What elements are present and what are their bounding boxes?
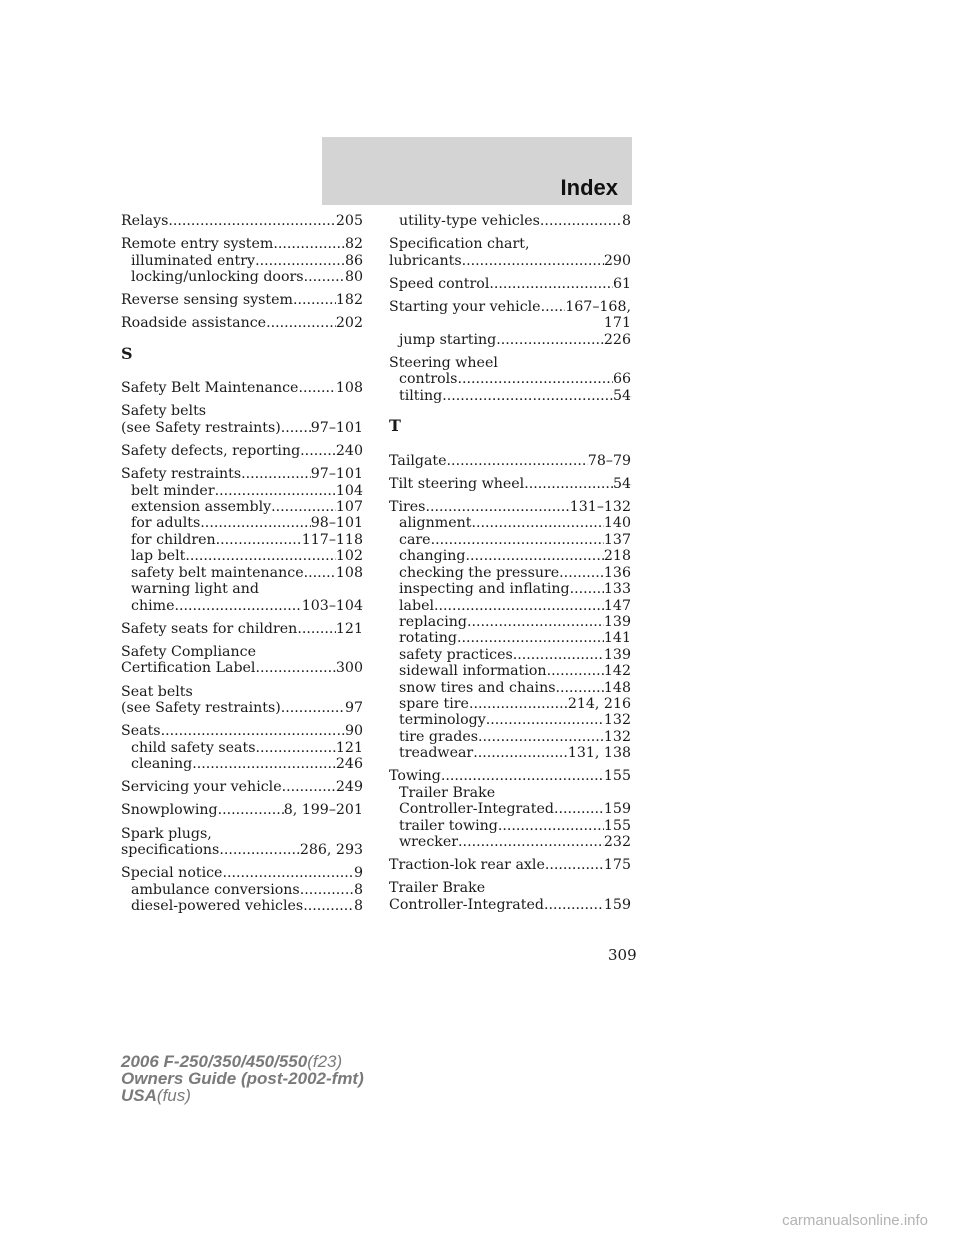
footer-market-code: (fus): [156, 1086, 191, 1105]
index-term: locking/unlocking doors: [131, 269, 304, 286]
index-entry-line: [121, 466, 363, 482]
index-term: chime: [131, 597, 175, 614]
page-reference: 214, 216: [567, 695, 631, 712]
index-entry: [389, 768, 631, 850]
footer-code: (f23): [307, 1052, 343, 1071]
index-term: lubricants: [389, 252, 462, 269]
page-reference: 140: [603, 515, 631, 532]
index-entry-line: Spark plugs,: [121, 825, 212, 842]
index-entry-line: Trailer Brake: [389, 880, 486, 897]
dot-leader: [489, 276, 613, 292]
page-reference: 131, 138: [567, 745, 631, 762]
index-entry-line: [389, 857, 631, 873]
page-reference: 104: [335, 482, 363, 499]
index-term: Roadside assistance: [121, 315, 267, 332]
page-reference: 108: [335, 380, 363, 397]
index-term: sidewall information: [399, 663, 547, 680]
page-reference: 155: [603, 768, 631, 785]
header-band: [322, 137, 632, 205]
index-term: jump starting: [399, 331, 497, 348]
page-reference: 82: [344, 236, 363, 253]
index-subentry: [389, 548, 631, 564]
page-reference: 202: [335, 315, 363, 332]
index-term: Safety defects, reporting: [121, 443, 301, 460]
footer-line-3: [121, 1087, 364, 1104]
page-reference: 9: [353, 865, 363, 882]
index-entry-line: [121, 621, 363, 637]
index-term: specifications: [121, 841, 220, 858]
index-entry: [121, 865, 363, 914]
index-letter-heading: T: [389, 416, 401, 436]
page-reference: 147: [603, 597, 631, 614]
page-reference: 78–79: [587, 452, 631, 469]
dot-leader: [255, 740, 335, 756]
footer-line-1: [121, 1053, 364, 1070]
page-reference: 80: [344, 269, 363, 286]
index-term: wrecker: [399, 833, 459, 850]
index-term: Tires: [389, 499, 426, 516]
index-term: Traction-lok rear axle: [389, 857, 545, 874]
dot-leader: [192, 756, 336, 772]
index-entry: [121, 292, 363, 308]
index-term: Controller-Integrated: [389, 896, 544, 913]
index-term: for adults: [131, 515, 201, 532]
index-term: terminology: [399, 712, 486, 729]
index-letter-heading: S: [121, 343, 133, 363]
dot-leader: [304, 565, 336, 581]
dot-leader: [442, 388, 613, 404]
page-reference: 61: [612, 275, 631, 292]
index-entry: [389, 453, 631, 469]
index-term: Tailgate: [389, 452, 447, 469]
index-subentry: [121, 598, 363, 614]
dot-leader: [544, 897, 604, 913]
index-entry-line: [121, 236, 363, 252]
index-entry-line: 171: [603, 315, 631, 332]
index-entry-line: [389, 276, 631, 292]
index-term: diesel-powered vehicles: [131, 897, 304, 914]
page-reference: 98–101: [310, 515, 363, 532]
index-entry-line: [121, 292, 363, 308]
page-reference: 148: [603, 679, 631, 696]
index-term: Remote entry system: [121, 236, 274, 253]
page-reference: 103–104: [301, 597, 363, 614]
index-term: Towing: [389, 768, 441, 785]
dot-leader: [559, 565, 604, 581]
page-reference: 132: [603, 712, 631, 729]
index-subentry: [389, 388, 631, 404]
index-term: Reverse sensing system: [121, 292, 293, 309]
index-term: tilting: [399, 387, 443, 404]
index-entry-line: [121, 842, 363, 858]
index-entry-line: [121, 380, 363, 396]
index-term: label: [399, 597, 435, 614]
index-entry: [121, 403, 363, 436]
page-reference: 226: [603, 331, 631, 348]
dot-leader: [266, 315, 336, 331]
index-entry: [121, 236, 363, 285]
page-reference: 121: [335, 739, 363, 756]
index-term: belt minder: [131, 482, 215, 499]
page-reference: 54: [612, 475, 631, 492]
index-entry-line: [121, 420, 363, 436]
index-subentry: [389, 581, 631, 597]
index-entry-line: [121, 213, 363, 229]
index-entry: [389, 476, 631, 492]
index-column-left: [121, 213, 363, 921]
index-term: Safety seats for children: [121, 620, 298, 637]
dot-leader: [457, 630, 604, 646]
index-entry: [389, 276, 631, 292]
index-entry-line: [121, 660, 363, 676]
page-reference: 141: [603, 630, 631, 647]
dot-leader: [161, 723, 345, 739]
page-reference: 108: [335, 564, 363, 581]
index-subentry: [389, 332, 631, 348]
index-entry-line: [121, 779, 363, 795]
index-term: safety practices: [399, 646, 513, 663]
index-entry-line: Safety belts: [121, 403, 207, 420]
dot-leader: [282, 779, 336, 795]
index-term: controls: [399, 371, 458, 388]
index-entry: [389, 880, 631, 913]
dot-leader: [524, 476, 613, 492]
page-reference: 205: [335, 213, 363, 229]
dot-leader: [215, 483, 336, 499]
page-reference: 136: [603, 564, 631, 581]
dot-leader: [241, 466, 311, 482]
index-term: Speed control: [389, 275, 490, 292]
index-subentry: [121, 269, 363, 285]
index-term: child safety seats: [131, 739, 256, 756]
page-reference: 240: [335, 443, 363, 460]
index-entry-line: Steering wheel: [389, 355, 498, 372]
page-reference: 97–101: [310, 466, 363, 483]
dot-leader: [255, 253, 345, 269]
index-entry-line: [121, 865, 363, 881]
index-term: trailer towing: [399, 817, 498, 834]
dot-leader: [219, 842, 300, 858]
dot-leader: [458, 834, 604, 850]
dot-leader: [297, 621, 336, 637]
index-subentry: [389, 712, 631, 728]
index-subentry: [389, 532, 631, 548]
page-reference: 159: [603, 801, 631, 818]
page-reference: 8: [621, 213, 631, 229]
page-reference: 182: [335, 292, 363, 309]
index-term: tire grades: [399, 728, 479, 745]
index-subentry: [389, 565, 631, 581]
index-entry: [389, 213, 631, 229]
page-reference: 97: [344, 699, 363, 716]
index-term: spare tire: [399, 695, 469, 712]
index-subentry: [389, 515, 631, 531]
index-entry-line: Seat belts: [121, 683, 193, 700]
dot-leader: [496, 332, 604, 348]
dot-leader: [200, 515, 310, 531]
index-subentry: [389, 630, 631, 646]
page-reference: 54: [612, 387, 631, 404]
dot-leader: [547, 663, 604, 679]
index-term: lap belt: [131, 548, 186, 565]
dot-leader: [216, 532, 302, 548]
index-entry-line: [121, 802, 363, 818]
page-reference: 137: [603, 531, 631, 548]
dot-leader: [431, 532, 604, 548]
index-term: Seats: [121, 723, 161, 740]
index-entry-line: [389, 768, 631, 784]
page-reference: 117–118: [301, 531, 363, 548]
index-entry-line: [121, 700, 363, 716]
index-subentry: [121, 499, 363, 515]
index-term: changing: [399, 548, 466, 565]
index-entry: [121, 315, 363, 331]
index-term: inspecting and inflating: [399, 581, 570, 598]
page-reference: 290: [603, 252, 631, 269]
index-subentry: [389, 818, 631, 834]
index-entry-line: [389, 499, 631, 515]
dot-leader: [304, 269, 345, 285]
index-entry-line: Safety Compliance: [121, 643, 256, 660]
index-entry: [389, 355, 631, 404]
index-subentry: [121, 483, 363, 499]
index-subentry: [121, 565, 363, 581]
index-subentry: [389, 371, 631, 387]
index-entry: [389, 236, 631, 269]
index-term: Safety restraints: [121, 466, 242, 483]
index-entry-line: [389, 253, 631, 269]
page-reference: 121: [335, 620, 363, 637]
index-entry: [121, 684, 363, 717]
page-reference: 155: [603, 817, 631, 834]
index-entry: [121, 723, 363, 772]
dot-leader: [469, 696, 568, 712]
footer-market: USA: [121, 1086, 157, 1105]
dot-leader: [467, 614, 604, 630]
index-term: Relays: [121, 213, 169, 229]
index-term: (see Safety restraints): [121, 699, 281, 716]
index-entry-line: [389, 476, 631, 492]
index-entry: [121, 621, 363, 637]
index-subentry: [389, 598, 631, 614]
index-term: alignment: [399, 515, 472, 532]
index-subentry: Trailer Brake: [399, 784, 496, 801]
index-entry-line: [389, 453, 631, 469]
dot-leader: [545, 857, 604, 873]
index-entry-line: [389, 897, 631, 913]
dot-leader: [554, 801, 604, 817]
dot-leader: [471, 515, 603, 531]
index-subentry: [121, 740, 363, 756]
index-entry-line: [389, 299, 631, 315]
dot-leader: [556, 680, 604, 696]
page-reference: 102: [335, 548, 363, 565]
index-subentry: [121, 756, 363, 772]
index-entry: [121, 466, 363, 614]
index-term: Tilt steering wheel: [389, 475, 525, 492]
index-term: for children: [131, 531, 216, 548]
index-entry: [389, 499, 631, 762]
page-reference: 132: [603, 728, 631, 745]
index-subentry: [121, 532, 363, 548]
index-subentry: [121, 898, 363, 914]
dot-leader: [447, 453, 588, 469]
index-entry: [121, 213, 363, 229]
index-subentry: [389, 696, 631, 712]
index-subentry: [121, 882, 363, 898]
page-reference: 97–101: [310, 419, 363, 436]
dot-leader: [462, 253, 604, 269]
index-term: replacing: [399, 613, 467, 630]
dot-leader: [168, 213, 336, 229]
index-term: checking the pressure: [399, 564, 560, 581]
dot-leader: [540, 213, 622, 229]
dot-leader: [478, 729, 604, 745]
page-reference: 139: [603, 646, 631, 663]
index-term: Starting your vehicle: [389, 299, 541, 316]
dot-leader: [185, 548, 336, 564]
index-term: snow tires and chains: [399, 679, 556, 696]
index-subentry: [389, 614, 631, 630]
page-reference: 8, 199–201: [283, 802, 363, 819]
index-subentry: [389, 647, 631, 663]
index-entry: [121, 380, 363, 396]
page-number: 309: [608, 946, 637, 964]
index-entry-line: Specification chart,: [389, 236, 530, 253]
index-term: safety belt maintenance: [131, 564, 304, 581]
index-term: Controller-Integrated: [399, 801, 554, 818]
footer-model: 2006 F-250/350/450/550: [121, 1052, 308, 1071]
index-entry: [389, 299, 631, 348]
page-reference: 133: [603, 581, 631, 598]
dot-leader: [498, 818, 604, 834]
index-term: rotating: [399, 630, 457, 647]
index-column-right: [389, 213, 631, 920]
page-reference: 86: [344, 252, 363, 269]
index-term: illuminated entry: [131, 252, 256, 269]
index-subentry: [389, 213, 631, 229]
index-term: extension assembly: [131, 499, 272, 516]
page-reference: 218: [603, 548, 631, 565]
index-subentry: [389, 834, 631, 850]
dot-leader: [281, 700, 345, 716]
index-term: cleaning: [131, 755, 193, 772]
page-reference: 246: [335, 755, 363, 772]
dot-leader: [298, 380, 335, 396]
page-reference: 167–168,: [565, 299, 631, 316]
index-subentry: [389, 801, 631, 817]
index-subentry: [389, 729, 631, 745]
dot-leader: [271, 499, 336, 515]
dot-leader: [434, 598, 604, 614]
dot-leader: [457, 371, 612, 387]
dot-leader: [300, 443, 336, 459]
page-reference: 8: [353, 881, 363, 898]
section-title: Index: [560, 175, 618, 200]
index-entry: [121, 802, 363, 818]
index-subentry: [389, 680, 631, 696]
dot-leader: [473, 745, 568, 761]
page-reference: 142: [603, 663, 631, 680]
index-subentry: [389, 663, 631, 679]
document-footer: [121, 1053, 364, 1104]
page-reference: 66: [612, 371, 631, 388]
index-entry-line: [121, 723, 363, 739]
index-term: utility-type vehicles: [399, 213, 540, 229]
page-reference: 131–132: [569, 499, 631, 516]
page-reference: 286, 293: [299, 841, 363, 858]
index-term: care: [399, 531, 431, 548]
dot-leader: [300, 882, 354, 898]
dot-leader: [218, 802, 284, 818]
page-reference: 8: [353, 897, 363, 914]
index-entry: [121, 826, 363, 859]
footer-line-2: Owners Guide (post-2002-fmt): [121, 1069, 364, 1088]
dot-leader: [486, 712, 604, 728]
index-subentry: warning light and: [131, 581, 259, 598]
page-reference: 159: [603, 896, 631, 913]
page-reference: 249: [335, 779, 363, 796]
dot-leader: [255, 660, 335, 676]
dot-leader: [281, 420, 311, 436]
index-term: Safety Belt Maintenance: [121, 380, 299, 397]
index-entry-line: [121, 315, 363, 331]
page-reference: 139: [603, 613, 631, 630]
index-subentry: [121, 548, 363, 564]
dot-leader: [303, 898, 354, 914]
dot-leader: [513, 647, 604, 663]
page-reference: 175: [603, 857, 631, 874]
index-subentry: [389, 745, 631, 761]
dot-leader: [174, 598, 301, 614]
page-reference: 300: [335, 660, 363, 677]
index-term: (see Safety restraints): [121, 419, 281, 436]
dot-leader: [570, 581, 604, 597]
index-entry: [121, 644, 363, 677]
index-entry: [389, 857, 631, 873]
dot-leader: [273, 236, 345, 252]
index-entry: [121, 443, 363, 459]
dot-leader: [222, 865, 354, 881]
index-subentry: [121, 253, 363, 269]
index-subentry: [121, 515, 363, 531]
index-entry-line: [121, 443, 363, 459]
site-watermark[interactable]: carmanualsonline.info: [782, 1212, 928, 1229]
index-term: Special notice: [121, 865, 223, 882]
index-term: Servicing your vehicle: [121, 779, 282, 796]
dot-leader: [541, 299, 566, 315]
index-term: Snowplowing: [121, 802, 218, 819]
page-reference: 90: [344, 723, 363, 740]
page-reference: 232: [603, 833, 631, 850]
index-term: Certification Label: [121, 660, 256, 677]
page-reference: 107: [335, 499, 363, 516]
index-term: ambulance conversions: [131, 881, 300, 898]
dot-leader: [441, 768, 604, 784]
index-term: treadwear: [399, 745, 474, 762]
dot-leader: [293, 292, 336, 308]
index-entry: [121, 779, 363, 795]
dot-leader: [466, 548, 604, 564]
dot-leader: [425, 499, 569, 515]
